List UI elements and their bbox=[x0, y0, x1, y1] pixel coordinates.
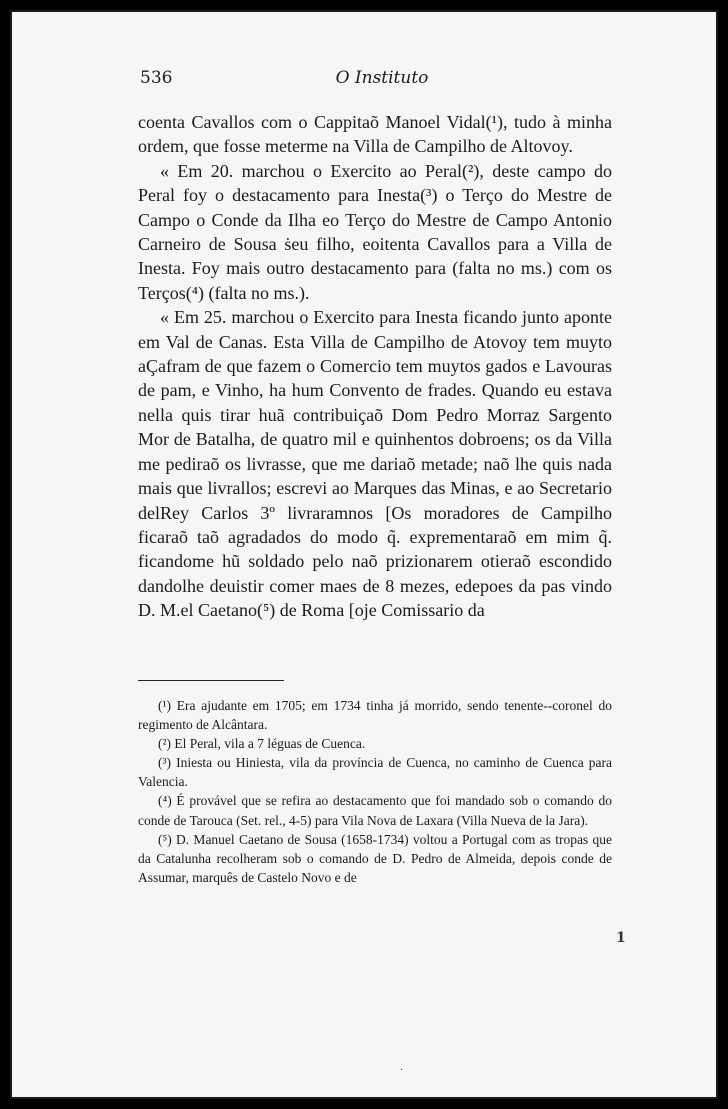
page-number: 536 bbox=[140, 68, 173, 88]
body-paragraph: « Em 25. marchou o Exercito para Inesta ficando junto aponte em Val de Canas. Esta Villa de Campilho de Atovoy tem muyto aÇafram de que fazem o Comercio tem muytos gados e Lavouras de pam, e Vinho, ha hum Convento de frades. Quando eu estava nella quis tirar huã contribuiçaõ Dom Pedro Morraz Sargento Mor de Batalha, de quatro mil e quinhentos dobroens; os da Villa me pediraõ os livrasse, que me dariaõ metade; naõ lhe quis nada mais que livrallos; escrevi ao Marques das Minas, e ao Secretario delRey Carlos 3º livraramnos [Os moradores de Campilho ficaraõ taõ agradados do modo q̃. exprementaraõ em mim q̃. ficandome hũ soldado pelo naõ prizionarem otieraõ escondido dandolhe deuistir comer maes de 8 mezes, edepoes da pas vindo D. M.el Caetano(⁵) de Roma [oje Comissario da bbox=[138, 307, 612, 621]
footnote: (³) Iniesta ou Hiniesta, vila da província de Cuenca, no caminho de Cuenca para Valencia. bbox=[138, 755, 612, 790]
margin-mark: 1 bbox=[616, 930, 626, 946]
footnote: (⁵) D. Manuel Caetano de Sousa (1658-1734) voltou a Portugal com as tropas que da Catalunha recolheram sob o comando de D. Pedro de Almeida, depois conde de Assumar, marquês de Castelo Novo e de bbox=[138, 831, 612, 885]
footnote: (¹) Era ajudante em 1705; em 1734 tinha já morrido, sendo tenente--coronel do regimento de Alcântara. bbox=[138, 698, 612, 733]
running-title: O Instituto bbox=[335, 68, 429, 88]
bottom-mark: · bbox=[400, 1065, 404, 1076]
body-text bbox=[138, 110, 612, 623]
body-paragraph: « Em 20. marchou o Exercito ao Peral(²), deste campo do Peral foy o destacamento para Inesta(³) o Terço do Mestre de Campo o Conde da Ilha eo Terço do Mestre de Campo Antonio Carneiro de Sousa ṡeu filho, eoitenta Cavallos para a Villa de Inesta. Foy mais outro destacamento para (falta no ms.) com os Terços(⁴) (falta no ms.). bbox=[138, 160, 612, 303]
page-header bbox=[140, 68, 624, 92]
footnote: (²) El Peral, vila a 7 léguas de Cuenca. bbox=[158, 736, 366, 752]
body-paragraph: coenta Cavallos com o Cappitaõ Manoel Vidal(¹), tudo à minha ordem, que fosse meterme na Villa de Campilho de Altovoy. bbox=[138, 112, 612, 157]
footnote: (⁴) É provável que se refira ao destacamento que foi mandado sob o comando do conde de Tarouca (Set. rel., 4-5) para Vila Nova de Laxara (Villa Nueva de la Jara). bbox=[138, 793, 612, 828]
footnotes bbox=[138, 696, 612, 887]
footnote-divider bbox=[138, 680, 284, 681]
